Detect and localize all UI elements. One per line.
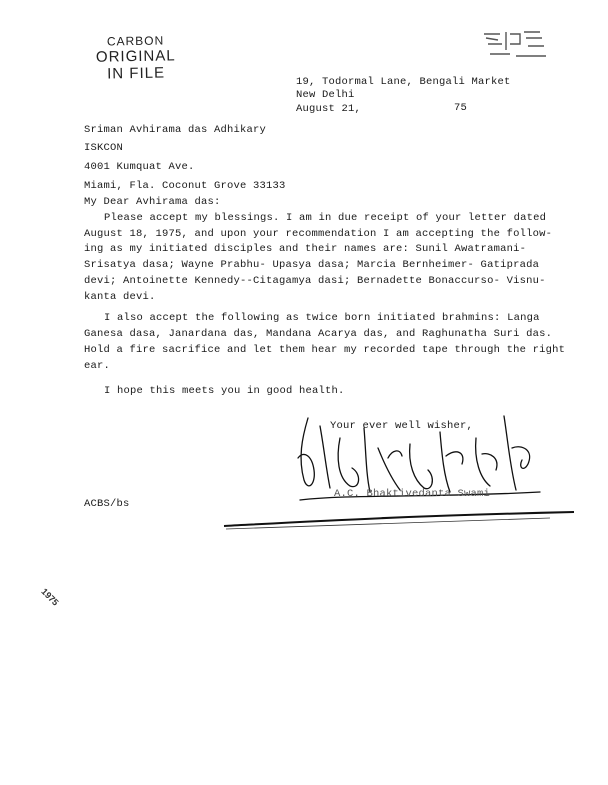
stamp-original: ORIGINAL (95, 47, 176, 66)
body-line: ear. (84, 360, 111, 372)
corner-mark-icon (480, 28, 552, 64)
letter-year: 75 (454, 102, 468, 114)
recipient-street: 4001 Kumquat Ave. (84, 161, 195, 173)
body-line: devi; Antoinette Kennedy--Citagamya dasi; Bernadette Bonaccurso- Visnu- (84, 275, 546, 287)
body-line: Ganesa dasa, Janardana das, Mandana Acarya das, and Raghunatha Suri das. (84, 328, 553, 340)
body-line: Srisatya dasa; Wayne Prabhu- Upasya dasa; Marcia Bernheimer- Gatiprada (84, 259, 540, 271)
reference-initials: ACBS/bs (84, 498, 130, 510)
signature-name: A.C. Bhaktivedanta Swami (334, 488, 491, 500)
rotated-stamp: 1975 (39, 586, 61, 608)
sender-street: 19, Todormal Lane, Bengali Market (296, 76, 511, 88)
stamp-in-file: IN FILE (107, 64, 166, 83)
body-line: I hope this meets you in good health. (104, 385, 345, 397)
body-line: kanta devi. (84, 291, 156, 303)
body-line: ing as my initiated disciples and their names are: Sunil Awatramani- (84, 243, 527, 255)
salutation: My Dear Avhirama das: (84, 196, 221, 208)
body-line: August 18, 1975, and upon your recommendation I am accepting the follow- (84, 228, 553, 240)
recipient-org: ISKCON (84, 142, 124, 154)
body-line: Hold a fire sacrifice and let them hear my recorded tape through the right (84, 344, 566, 356)
signature-icon (290, 408, 550, 518)
file-stamp (96, 33, 177, 82)
closing: Your ever well wisher, (330, 420, 474, 432)
letter-date: August 21, (296, 103, 362, 115)
sender-city: New Delhi (296, 89, 355, 101)
recipient-name: Sriman Avhirama das Adhikary (84, 124, 267, 136)
body-line: I also accept the following as twice born initiated brahmins: Langa (104, 312, 540, 324)
stamp-carbon: CARBON (106, 33, 165, 49)
body-line: Please accept my blessings. I am in due receipt of your letter dated (104, 212, 547, 224)
recipient-city: Miami, Fla. Coconut Grove 33133 (84, 180, 286, 192)
closing-rule (220, 508, 580, 534)
